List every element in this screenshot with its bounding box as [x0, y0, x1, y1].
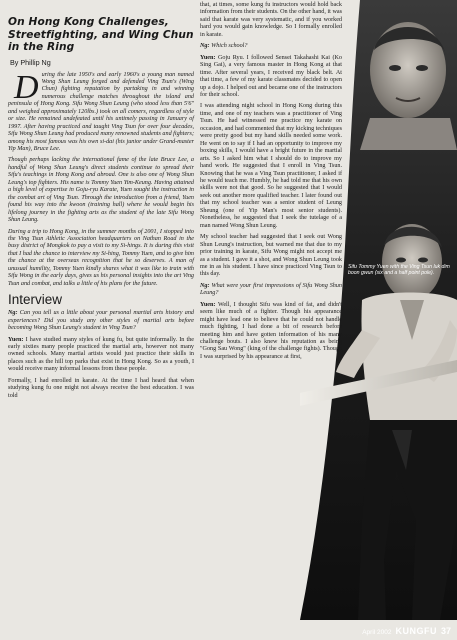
question-2 [200, 43, 342, 50]
drop-cap: D [14, 68, 39, 106]
byline: By Phillip Ng [10, 57, 51, 67]
answer-label: Yuen: [8, 336, 24, 343]
answer-text: Goju Ryu. I followed Sensei Takahashi Kai (Ko Sing Gai), a very famous master in Hong Kong at that time. After several years, I received my black belt. At that time, a few of my karate classmates decided to open up a dojo. I helped out and became one of the instructors for their school. [200, 54, 342, 98]
intro-text: uring the late 1950's and early 1960's a young man named Wong Shun Leung forged and defended Ving Tsun's (Wing Chun) fighting reputation by partaking in and winning numerous challenge matches throughout the island and peninsula of Hong Kong. Sifu Wong Shun Leung (who stood less than 5'6" and weighed approximately 120lbs.) took on all comers, regardless of style or size. He remained undefeated until his untimely passing in January of 1997. After having practiced and taught Ving Tsun for over four decades, Sifu Wong Shun Leung had produced many renowned students and fighters; among his most famous was his own si-dai (his junior under Grand-master Yip Man), Bruce Lee. [8, 71, 194, 153]
answer-label: Yuen: [200, 301, 216, 308]
question-label: Ng: [200, 282, 210, 289]
answer-label: Yuen: [200, 54, 216, 61]
intro-paragraph [8, 68, 194, 154]
left-column [8, 16, 194, 404]
question-label: Ng: [8, 310, 18, 317]
answer-text: I have studied many styles of kung fu, but quite informally. In the early sixties many people practiced the martial arts, however not many owned schools. Many martial artists would just practice their skills in places such as the hill top parks that exist in Hong Kong. So as a youth, I would receive many informal lessons from these people. [8, 336, 194, 373]
question-text: What were your first impressions of Sifu Wong Shun Leung? [200, 282, 342, 297]
paragraph-3: During a trip to Hong Kong, in the summer months of 2001, I stopped into the Ving Tsun Athletic Association headquarters on Nathan Road in the busy district of Mongkok to pay a visit to my Si-hings. It is during this visit that I had the chance to interview my Si-hing, Tommy Yuen, and to give him the chance at the overseas recognition that he so deserves. A man of unusual humility, Tommy Yuen kindly shares what it was like to train with Sifu Wong in the early days, gives us his personal insights into the art Ving Tsun and combat, and talks a little of his plans for the future. [8, 228, 194, 287]
magazine-name: KUNGFU [395, 626, 437, 636]
question-text: Which school? [211, 43, 248, 50]
photo-caption: Sifu Tommy Yuen with the Ving Tsun luk dim boon gwun (six and a half point pole). [348, 264, 450, 276]
issue-date: April 2002 [362, 629, 392, 636]
article-title: On Hong Kong Challenges, Streetfighting, and Wing Chun in the Ring [8, 16, 194, 53]
question-1 [8, 310, 194, 332]
answer-2c: My school teacher had suggested that I seek out Wong Shun Leung's instruction, but warned me that due to my prior training in karate, Sifu Wong might not accept me as a student. I gave it a shot, and Wong Shun Leung took me in as his student. I have since practiced Ving Tsun to this day. [200, 234, 342, 278]
answer-2 [200, 55, 342, 100]
paragraph-2: Though perhaps lacking the international fame of the late Bruce Lee, a handful of Wong Shun Leung's direct students continue to spread their Sifu's teachings in Hong Kong and abroad. One is also one of Wong Shun Leung's top fighters. His name is Tommy Yuen Yim-Keung. Having attained a high level of expertise in Goju-ryu Karate, Yuen sought the instruction in the combat art of Ving Tsun. Through the introduction from a friend, Yuen found his way into the kwoon (training hall) where he would begin his lifelong journey in the fighting arts as the student of the late Sifu Wong Shun Leung. [8, 157, 194, 224]
continuation-paragraph: that, at times, some kung fu instructors would hold back information from their students. On the other hand, it was said that karate was very systematic, and if you worked hard you would gain knowledge. So I formally enrolled in karate. [200, 2, 342, 38]
interview-heading: Interview [8, 292, 63, 308]
answer-3 [200, 302, 342, 362]
answer-text: Well, I thought Sifu was kind of fat, and didn't seem like much of a fighter. Though his appearance might have lead one to believe that he could not handle much fighting, I had done a bit of research before meeting him and have gotten information of his many challenge bouts. I also knew his reputation as being "Gong Sau Wong" (king of the challenge fights). Though I was surprised by his appearance at first, [200, 301, 342, 360]
page-footer [362, 626, 451, 636]
question-label: Ng: [200, 43, 210, 50]
right-column-top [200, 2, 342, 365]
answer-1 [8, 337, 194, 374]
page-number: 37 [440, 626, 451, 636]
question-text: Can you tell us a little about your personal martial arts history and experiences? Did you study any other styles of martial arts before becoming Wong Shun Leung's student in Ving Tsun? [8, 310, 194, 332]
question-3 [200, 283, 342, 298]
answer-2b: I was attending night school in Hong Kong during this time, and one of my teachers was a practitioner of Ving Tsun. He had witnessed me practice my karate on occasion, and had commented that my kicking techniques were pretty good but my hand skills needed some work. He went on to say if I had an opportunity to improve my boxing skills, I would have a bright future in the martial arts. So I asked him what I should do to improve my hand work. He suggested that I enroll in Ving Tsun. Knowing that he was a Ving Tsun practitioner, I asked if he would teach me. Humbly, he had told me that his own skills were not that good. So he suggested that I would seek out another more qualified teacher. I later found out that my school teacher was a senior student of Leung Sheung (one of Yip Man's most senior students). Nonetheless, he suggested that I seek the tutelage of a man named Wong Shun Leung. [200, 103, 342, 229]
answer-1b: Formally, I had enrolled in karate. At the time I had heard that when studying kung fu one might not always receive the best education. I was told [8, 377, 194, 399]
